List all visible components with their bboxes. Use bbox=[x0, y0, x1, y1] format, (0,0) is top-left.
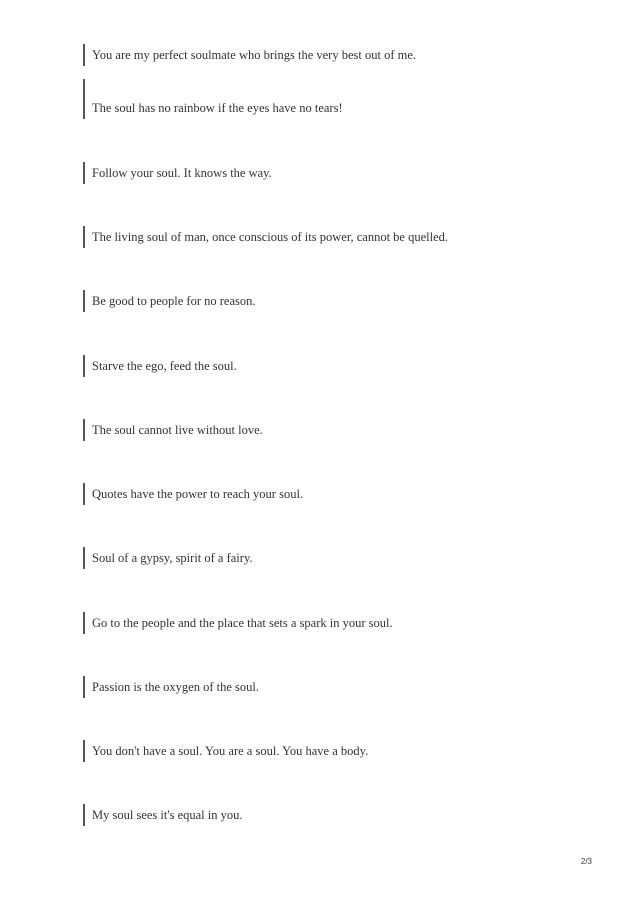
quote-block bbox=[83, 483, 303, 505]
quote-bar bbox=[83, 79, 85, 119]
quote-bar bbox=[83, 226, 85, 248]
quote-bar bbox=[83, 740, 85, 762]
quote-block bbox=[83, 44, 416, 66]
quote-text: My soul sees it's equal in you. bbox=[92, 808, 243, 822]
quote-text: Follow your soul. It knows the way. bbox=[92, 166, 272, 180]
quote-block bbox=[83, 676, 259, 698]
quote-bar bbox=[83, 676, 85, 698]
quote-text: Quotes have the power to reach your soul. bbox=[92, 487, 304, 501]
quote-block bbox=[83, 290, 256, 312]
quote-text: Be good to people for no reason. bbox=[92, 294, 256, 308]
quote-text: Soul of a gypsy, spirit of a fairy. bbox=[92, 551, 253, 565]
quote-bar bbox=[83, 612, 85, 634]
quote-bar bbox=[83, 547, 85, 569]
quote-text: The soul has no rainbow if the eyes have no tears! bbox=[92, 101, 343, 115]
quote-block bbox=[83, 804, 243, 826]
quote-block bbox=[83, 419, 263, 441]
quote-block bbox=[83, 226, 448, 248]
quote-bar bbox=[83, 483, 85, 505]
quote-text: Go to the people and the place that sets a spark in your soul. bbox=[92, 616, 393, 630]
quote-text: Starve the ego, feed the soul. bbox=[92, 359, 237, 373]
quote-text: You are my perfect soulmate who brings the very best out of me. bbox=[92, 48, 417, 62]
quote-text: You don't have a soul. You are a soul. You have a body. bbox=[92, 744, 369, 758]
quote-block bbox=[83, 162, 272, 184]
quote-bar bbox=[83, 44, 85, 66]
quote-block bbox=[83, 79, 343, 119]
quote-text: The living soul of man, once conscious of its power, cannot be quelled. bbox=[92, 230, 449, 244]
quote-text: Passion is the oxygen of the soul. bbox=[92, 680, 260, 694]
quote-bar bbox=[83, 162, 85, 184]
quote-bar bbox=[83, 355, 85, 377]
quote-bar bbox=[83, 290, 85, 312]
quote-bar bbox=[83, 419, 85, 441]
page-number: 2/3 bbox=[580, 857, 592, 866]
quote-text: The soul cannot live without love. bbox=[92, 423, 263, 437]
quote-block bbox=[83, 740, 368, 762]
quote-bar bbox=[83, 804, 85, 826]
quote-block bbox=[83, 355, 237, 377]
quote-block bbox=[83, 547, 253, 569]
quote-block bbox=[83, 612, 393, 634]
